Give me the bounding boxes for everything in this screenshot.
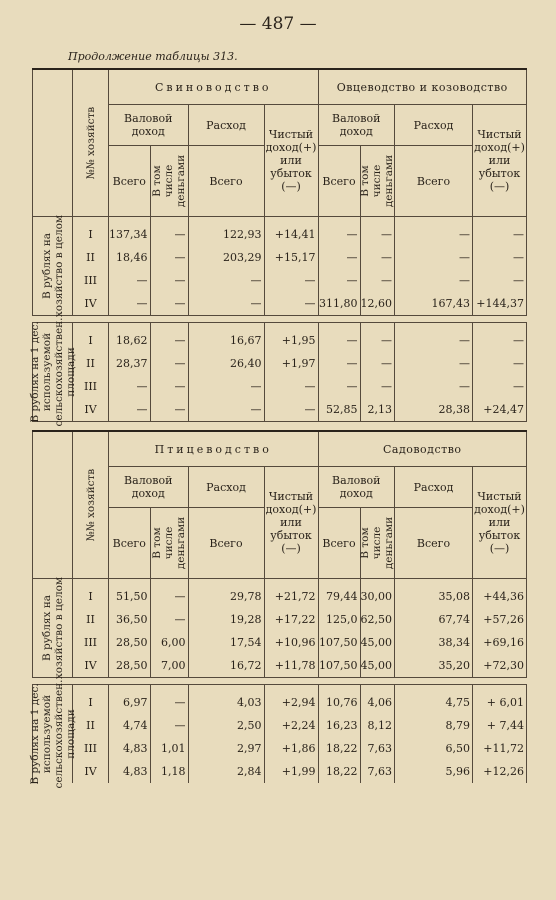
value-cell: 62,50 xyxy=(360,608,395,631)
value-cell: 35,08 xyxy=(395,579,473,609)
value-cell: — xyxy=(318,375,360,398)
value-cell: +69,16 xyxy=(473,631,527,654)
farm-number-header xyxy=(73,69,109,217)
separator-cell xyxy=(395,422,473,432)
value-cell: — xyxy=(360,217,395,247)
value-cell: 18,46 xyxy=(109,246,151,269)
table-row xyxy=(33,375,527,398)
separator-cell xyxy=(395,316,473,323)
table-row xyxy=(33,579,527,609)
value-cell: — xyxy=(109,398,151,422)
value-cell: — xyxy=(395,269,473,292)
value-cell: — xyxy=(150,217,188,247)
farm-number: I xyxy=(73,685,109,715)
value-cell: +57,26 xyxy=(473,608,527,631)
table-row xyxy=(33,760,527,783)
value-cell: 51,50 xyxy=(109,579,151,609)
value-cell: — xyxy=(395,352,473,375)
separator-cell xyxy=(73,422,109,432)
farm-number: II xyxy=(73,246,109,269)
value-cell: 2,13 xyxy=(360,398,395,422)
table-row xyxy=(33,631,527,654)
separator-cell xyxy=(264,316,318,323)
separator-cell xyxy=(188,422,264,432)
value-cell: — xyxy=(264,292,318,316)
value-cell: + 7,44 xyxy=(473,714,527,737)
value-cell: 7,63 xyxy=(360,760,395,783)
value-cell: — xyxy=(150,375,188,398)
right-group-header: Садоводство xyxy=(318,431,527,467)
value-cell: — xyxy=(395,217,473,247)
value-cell: — xyxy=(150,269,188,292)
separator-cell xyxy=(150,678,188,685)
value-cell: 10,76 xyxy=(318,685,360,715)
value-cell: 52,85 xyxy=(318,398,360,422)
data-table xyxy=(28,68,527,789)
left-expense-total-header: Всего xyxy=(188,508,264,579)
separator-cell xyxy=(264,422,318,432)
farm-number: II xyxy=(73,608,109,631)
left-incl-money-header xyxy=(150,508,188,579)
value-cell: 203,29 xyxy=(188,246,264,269)
farm-number: III xyxy=(73,375,109,398)
farm-number: IV xyxy=(73,292,109,316)
separator-cell xyxy=(360,678,395,685)
value-cell: — xyxy=(473,323,527,353)
value-cell: 67,74 xyxy=(395,608,473,631)
farm-number: III xyxy=(73,631,109,654)
value-cell: — xyxy=(150,714,188,737)
table-row xyxy=(33,398,527,422)
right-expense-total-header: Всего xyxy=(395,508,473,579)
value-cell: 29,78 xyxy=(188,579,264,609)
separator-cell xyxy=(264,678,318,685)
corner-empty xyxy=(33,431,73,579)
value-cell: — xyxy=(150,579,188,609)
value-cell: 5,96 xyxy=(395,760,473,783)
separator-cell xyxy=(109,316,151,323)
separator-cell xyxy=(150,422,188,432)
table-row xyxy=(33,269,527,292)
value-cell: — xyxy=(150,352,188,375)
value-cell: 28,37 xyxy=(109,352,151,375)
right-incl-money-header-text: В том числе деньгами xyxy=(359,516,396,570)
value-cell: 28,38 xyxy=(395,398,473,422)
table-row xyxy=(33,217,527,247)
left-expense-header: Расход xyxy=(188,467,264,508)
value-cell: — xyxy=(395,323,473,353)
farm-number: I xyxy=(73,323,109,353)
value-cell: 125,0 xyxy=(318,608,360,631)
value-cell: — xyxy=(360,246,395,269)
value-cell: 4,03 xyxy=(188,685,264,715)
farm-number: II xyxy=(73,714,109,737)
value-cell: +2,24 xyxy=(264,714,318,737)
section-separator xyxy=(33,422,527,432)
value-cell: 4,83 xyxy=(109,737,151,760)
value-cell: 18,22 xyxy=(318,760,360,783)
value-cell: — xyxy=(395,246,473,269)
left-expense-total-header: Всего xyxy=(188,146,264,217)
value-cell: — xyxy=(150,246,188,269)
value-cell: 4,75 xyxy=(395,685,473,715)
separator-cell xyxy=(109,422,151,432)
separator-cell xyxy=(318,678,360,685)
value-cell: — xyxy=(150,292,188,316)
value-cell: 6,00 xyxy=(150,631,188,654)
left-group-header: Птицеводство xyxy=(109,431,319,467)
value-cell: — xyxy=(473,246,527,269)
value-cell: 26,40 xyxy=(188,352,264,375)
value-cell: 311,80 xyxy=(318,292,360,316)
value-cell: — xyxy=(473,269,527,292)
value-cell: 4,74 xyxy=(109,714,151,737)
value-cell: 7,63 xyxy=(360,737,395,760)
value-cell: — xyxy=(318,269,360,292)
value-cell: +21,72 xyxy=(264,579,318,609)
farm-number: IV xyxy=(73,760,109,783)
value-cell: — xyxy=(150,685,188,715)
value-cell: +1,97 xyxy=(264,352,318,375)
value-cell: 28,50 xyxy=(109,631,151,654)
left-incl-money-header xyxy=(150,146,188,217)
left-gross-income-header: Валовой доход xyxy=(109,467,189,508)
value-cell: 2,84 xyxy=(188,760,264,783)
separator-cell xyxy=(473,422,527,432)
block-label xyxy=(28,679,77,789)
value-cell: — xyxy=(318,217,360,247)
value-cell: +14,41 xyxy=(264,217,318,247)
value-cell: 28,50 xyxy=(109,654,151,678)
farm-number: IV xyxy=(73,654,109,678)
farm-number: I xyxy=(73,217,109,247)
right-net-income-header: Чистый доход(+) или убыток (—) xyxy=(473,105,527,217)
value-cell: +11,72 xyxy=(473,737,527,760)
right-incl-money-header xyxy=(360,508,395,579)
value-cell: — xyxy=(318,352,360,375)
value-cell: +44,36 xyxy=(473,579,527,609)
value-cell: — xyxy=(264,269,318,292)
value-cell: — xyxy=(360,352,395,375)
right-incl-money-header-text: В том числе деньгами xyxy=(359,154,396,208)
separator-cell xyxy=(73,678,109,685)
value-cell: 17,54 xyxy=(188,631,264,654)
value-cell: — xyxy=(109,269,151,292)
table-row xyxy=(33,246,527,269)
separator-cell xyxy=(109,678,151,685)
separator-cell xyxy=(188,678,264,685)
value-cell: 16,23 xyxy=(318,714,360,737)
value-cell: — xyxy=(188,375,264,398)
value-cell: — xyxy=(473,352,527,375)
value-cell: 12,60 xyxy=(360,292,395,316)
value-cell: 6,50 xyxy=(395,737,473,760)
value-cell: 16,67 xyxy=(188,323,264,353)
value-cell: 38,34 xyxy=(395,631,473,654)
value-cell: 167,43 xyxy=(395,292,473,316)
block-label-text: В рублях на хозяйство в целом xyxy=(40,214,65,318)
table-row xyxy=(33,352,527,375)
separator-cell xyxy=(318,422,360,432)
value-cell: 2,50 xyxy=(188,714,264,737)
value-cell: — xyxy=(473,375,527,398)
table-row xyxy=(33,737,527,760)
value-cell: — xyxy=(473,217,527,247)
right-net-income-header: Чистый доход(+) или убыток (—) xyxy=(473,467,527,579)
separator-cell xyxy=(73,316,109,323)
page-number: — 487 — xyxy=(239,14,317,34)
value-cell: — xyxy=(188,292,264,316)
value-cell: +1,86 xyxy=(264,737,318,760)
header-row-groups xyxy=(33,431,527,467)
left-group-header: Свиноводство xyxy=(109,69,319,105)
table-row xyxy=(33,323,527,353)
value-cell: — xyxy=(264,398,318,422)
block-separator xyxy=(33,316,527,323)
value-cell: +10,96 xyxy=(264,631,318,654)
table-row xyxy=(33,685,527,715)
value-cell: +1,99 xyxy=(264,760,318,783)
value-cell: 30,00 xyxy=(360,579,395,609)
value-cell: 45,00 xyxy=(360,631,395,654)
value-cell: 6,97 xyxy=(109,685,151,715)
table-row xyxy=(33,608,527,631)
value-cell: 18,22 xyxy=(318,737,360,760)
value-cell: — xyxy=(360,269,395,292)
block-label xyxy=(33,576,73,680)
left-net-income-header: Чистый доход(+) или убыток (—) xyxy=(264,105,318,217)
value-cell: +11,78 xyxy=(264,654,318,678)
value-cell: — xyxy=(318,323,360,353)
value-cell: +2,94 xyxy=(264,685,318,715)
value-cell: +1,95 xyxy=(264,323,318,353)
farm-number: II xyxy=(73,352,109,375)
value-cell: 4,06 xyxy=(360,685,395,715)
value-cell: — xyxy=(150,398,188,422)
right-total-header: Всего xyxy=(318,146,360,217)
value-cell: 36,50 xyxy=(109,608,151,631)
right-expense-header: Расход xyxy=(395,467,473,508)
value-cell: 35,20 xyxy=(395,654,473,678)
value-cell: — xyxy=(395,375,473,398)
right-group-header: Овцеводство и козоводство xyxy=(318,69,527,105)
value-cell: +72,30 xyxy=(473,654,527,678)
table-row xyxy=(33,714,527,737)
value-cell: 7,00 xyxy=(150,654,188,678)
value-cell: +24,47 xyxy=(473,398,527,422)
value-cell: 8,79 xyxy=(395,714,473,737)
value-cell: — xyxy=(264,375,318,398)
value-cell: +12,26 xyxy=(473,760,527,783)
separator-cell xyxy=(360,422,395,432)
left-total-header: Всего xyxy=(109,508,151,579)
block-label-text: В рублях на 1 дес. используемой сельскохозяйствен. площади xyxy=(28,317,77,427)
value-cell: +17,22 xyxy=(264,608,318,631)
separator-cell xyxy=(395,678,473,685)
value-cell: 19,28 xyxy=(188,608,264,631)
header-row-groups xyxy=(33,69,527,105)
value-cell: 8,12 xyxy=(360,714,395,737)
continuation-caption: Продолжение таблицы 313. xyxy=(68,50,238,63)
value-cell: 1,18 xyxy=(150,760,188,783)
value-cell: — xyxy=(150,608,188,631)
table-row xyxy=(33,654,527,678)
value-cell: — xyxy=(150,323,188,353)
block-label xyxy=(28,317,77,427)
farm-number-header-text: №№ хозяйств xyxy=(84,468,97,542)
value-cell: — xyxy=(318,246,360,269)
block-label xyxy=(33,214,73,318)
right-expense-header: Расход xyxy=(395,105,473,146)
right-gross-income-header: Валовой доход xyxy=(318,105,395,146)
value-cell: — xyxy=(109,375,151,398)
farm-number-header-text: №№ хозяйств xyxy=(84,106,97,180)
value-cell: — xyxy=(360,375,395,398)
value-cell: 1,01 xyxy=(150,737,188,760)
left-total-header: Всего xyxy=(109,146,151,217)
table-row xyxy=(33,292,527,316)
farm-number: I xyxy=(73,579,109,609)
right-expense-total-header: Всего xyxy=(395,146,473,217)
separator-cell xyxy=(188,316,264,323)
separator-cell xyxy=(473,316,527,323)
separator-cell xyxy=(318,316,360,323)
left-incl-money-header-text: В том числе деньгами xyxy=(151,154,187,208)
block-label-text: В рублях на 1 дес. используемой сельскохозяйствен. площади xyxy=(28,679,77,789)
value-cell: 79,44 xyxy=(318,579,360,609)
value-cell: 4,83 xyxy=(109,760,151,783)
value-cell: 107,50 xyxy=(318,654,360,678)
value-cell: 16,72 xyxy=(188,654,264,678)
left-expense-header: Расход xyxy=(188,105,264,146)
value-cell: — xyxy=(109,292,151,316)
value-cell: + 6,01 xyxy=(473,685,527,715)
value-cell: — xyxy=(360,323,395,353)
corner-empty xyxy=(33,69,73,217)
right-total-header: Всего xyxy=(318,508,360,579)
right-gross-income-header: Валовой доход xyxy=(318,467,395,508)
value-cell: 18,62 xyxy=(109,323,151,353)
separator-cell xyxy=(473,678,527,685)
block-label-text: В рублях на хозяйство в целом xyxy=(40,576,65,680)
left-gross-income-header: Валовой доход xyxy=(109,105,189,146)
value-cell: 122,93 xyxy=(188,217,264,247)
right-incl-money-header xyxy=(360,146,395,217)
value-cell: — xyxy=(188,269,264,292)
value-cell: — xyxy=(188,398,264,422)
value-cell: 137,34 xyxy=(109,217,151,247)
value-cell: 107,50 xyxy=(318,631,360,654)
separator-cell xyxy=(150,316,188,323)
farm-number-header xyxy=(73,431,109,579)
separator-cell xyxy=(360,316,395,323)
value-cell: 45,00 xyxy=(360,654,395,678)
farm-number: IV xyxy=(73,398,109,422)
value-cell: +15,17 xyxy=(264,246,318,269)
value-cell: 2,97 xyxy=(188,737,264,760)
left-incl-money-header-text: В том числе деньгами xyxy=(151,516,187,570)
farm-number: III xyxy=(73,737,109,760)
block-separator xyxy=(33,678,527,685)
value-cell: +144,37 xyxy=(473,292,527,316)
left-net-income-header: Чистый доход(+) или убыток (—) xyxy=(264,467,318,579)
farm-number: III xyxy=(73,269,109,292)
